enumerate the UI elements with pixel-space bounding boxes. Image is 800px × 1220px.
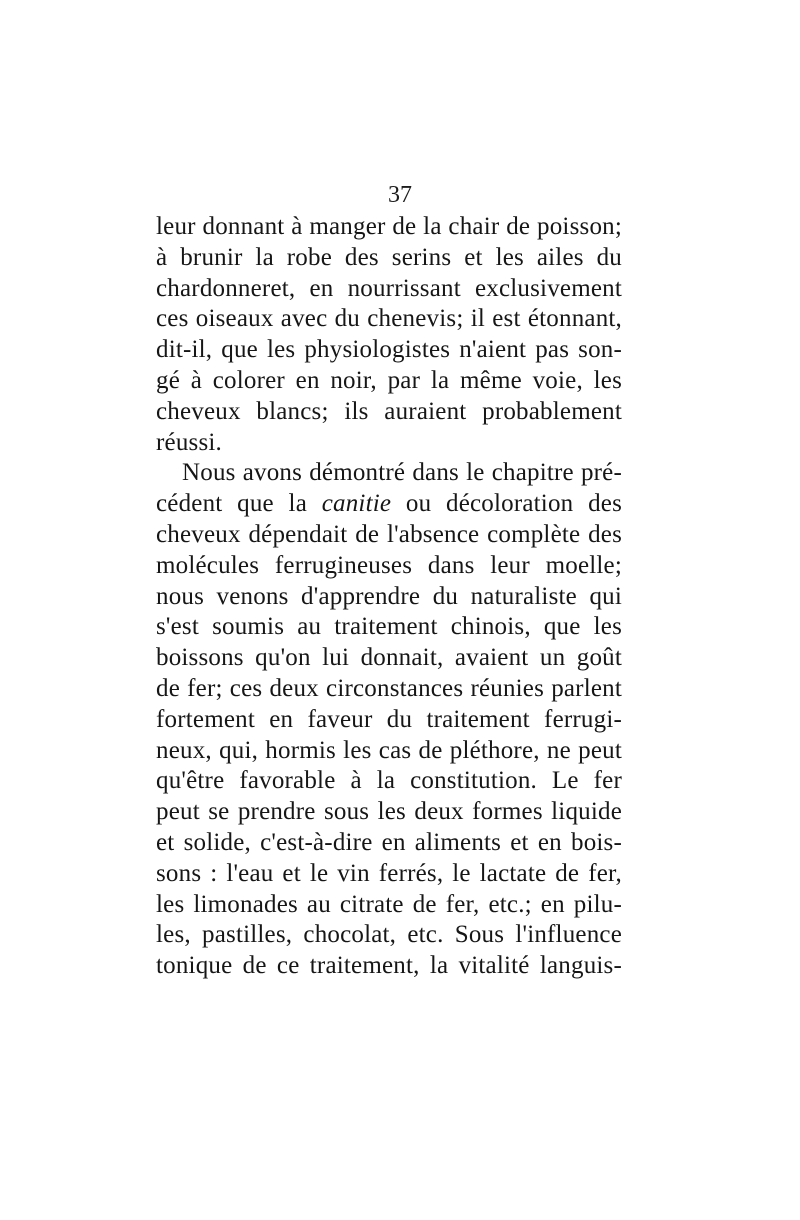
text-line: neux, qui, hormis les cas de pléthore, ne peut xyxy=(156,736,622,764)
text-line: sons : l'eau et le vin ferrés, le lactate de fer, xyxy=(156,859,622,887)
text-fragment: cédent que la xyxy=(156,490,322,518)
text-line: dit-il, que les physiologistes n'aient pas son- xyxy=(156,336,622,364)
text-line: qu'être favorable à la constitution. Le fer xyxy=(156,767,622,795)
page-number: 37 xyxy=(388,182,412,208)
paragraph-1 xyxy=(156,212,622,458)
text-line: et solide, c'est-à-dire en aliments et en bois- xyxy=(156,828,622,856)
text-line: cheveux dépendait de l'absence complète des xyxy=(156,520,622,548)
text-line: s'est soumis au traitement chinois, que les xyxy=(156,613,622,641)
text-line: les limonades au citrate de fer, etc.; en pilu- xyxy=(156,890,622,918)
body-text xyxy=(156,212,622,982)
paragraph-2 xyxy=(156,458,622,982)
text-line: Nous avons démontré dans le chapitre pré- xyxy=(182,459,622,487)
text-line: peut se prendre sous les deux formes liquide xyxy=(156,798,622,826)
text-fragment: ou décoloration des xyxy=(391,490,622,518)
text-line: tonique de ce traitement, la vitalité languis- xyxy=(156,952,622,980)
text-line: molécules ferrugineuses dans leur moelle; xyxy=(156,551,622,579)
text-line: à brunir la robe des serins et les ailes du xyxy=(156,243,622,271)
text-line: fortement en faveur du traitement ferrugi- xyxy=(156,705,622,733)
text-line: ces oiseaux avec du chenevis; il est étonnant, xyxy=(156,305,622,333)
text-line: leur donnant à manger de la chair de poisson; xyxy=(156,213,622,240)
text-line: boissons qu'on lui donnait, avaient un goût xyxy=(156,644,622,672)
text-line: de fer; ces deux circonstances réunies parlent xyxy=(156,674,622,702)
text-line: cheveux blancs; ils auraient probablement xyxy=(156,397,622,425)
text-line: gé à colorer en noir, par la même voie, les xyxy=(156,366,622,394)
text-line: les, pastilles, chocolat, etc. Sous l'influence xyxy=(156,921,622,949)
text-line: réussi. xyxy=(156,428,222,456)
italic-term: canitie xyxy=(321,490,392,518)
text-line: chardonneret, en nourrissant exclusivement xyxy=(156,274,622,302)
text-line: nous venons d'apprendre du naturaliste qui xyxy=(156,582,622,610)
text-line xyxy=(156,489,622,520)
